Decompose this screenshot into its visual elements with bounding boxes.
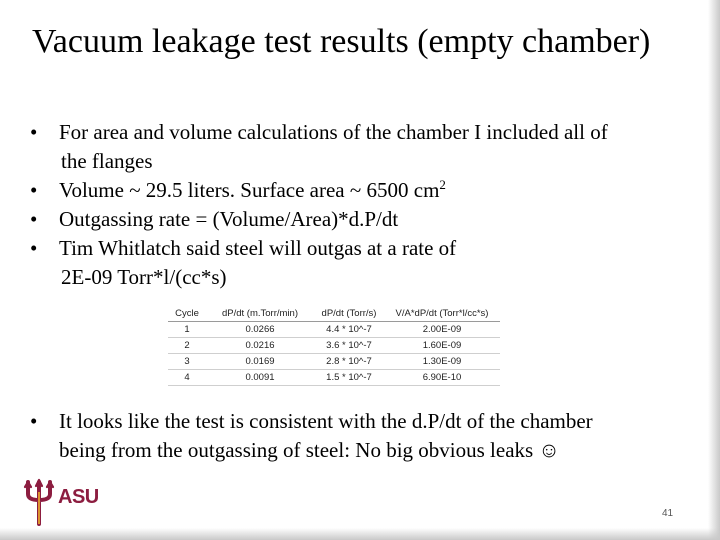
table-row (168, 338, 500, 354)
conclusion-list (30, 407, 700, 465)
table-cell: 1.5 * 10^-7 (314, 370, 384, 386)
table-cell: 1.60E-09 (384, 338, 500, 354)
bullet-text: Volume ~ 29.5 liters. Surface area ~ 6500 cm (59, 178, 440, 202)
table-row (168, 370, 500, 386)
table-cell: 0.0169 (206, 354, 314, 370)
table-cell: 1 (168, 322, 206, 338)
bullet-item-whitlatch (30, 234, 700, 263)
table-cell: 1.30E-09 (384, 354, 500, 370)
table-cell: 2.00E-09 (384, 322, 500, 338)
table-cell: 0.0216 (206, 338, 314, 354)
bullet-item-conclusion (30, 407, 700, 465)
bullet-text: For area and volume calculations of the chamber I included all of (59, 120, 608, 144)
table-cell: 0.0266 (206, 322, 314, 338)
pitchfork-icon (22, 478, 56, 526)
table-header-row (168, 306, 500, 322)
table-row (168, 354, 500, 370)
table-cell: 3 (168, 354, 206, 370)
bullet-text: Tim Whitlatch said steel will outgas at a rate of (59, 236, 457, 260)
table-cell: 4.4 * 10^-7 (314, 322, 384, 338)
bullet-item-volume (30, 176, 700, 205)
bullet-text: It looks like the test is consistent with the d.P/dt of the chamber (59, 409, 593, 433)
column-header: Cycle (168, 306, 206, 322)
table-cell: 6.90E-10 (384, 370, 500, 386)
bullet-item-whitlatch-continuation (30, 263, 700, 292)
slide-edge-shadow-right (708, 0, 720, 540)
column-header: dP/dt (m.Torr/min) (206, 306, 314, 322)
table-cell: 2.8 * 10^-7 (314, 354, 384, 370)
table-cell: 4 (168, 370, 206, 386)
slide-title: Vacuum leakage test results (empty chamber) (32, 23, 651, 60)
column-header: V/A*dP/dt (Torr*l/cc*s) (384, 306, 500, 322)
column-header: dP/dt (Torr/s) (314, 306, 384, 322)
bullet-item-outgassing-rate (30, 205, 700, 234)
bullet-item-flanges-continuation (30, 147, 700, 176)
table-cell: 2 (168, 338, 206, 354)
bullet-text: the flanges (61, 149, 153, 173)
asu-logo (22, 478, 99, 526)
outgassing-table (168, 306, 500, 386)
superscript-2: 2 (439, 177, 446, 192)
bullet-list (30, 118, 700, 292)
table-row (168, 322, 500, 338)
logo-wordmark: ASU (58, 486, 99, 508)
bullet-text: Outgassing rate = (Volume/Area)*d.P/dt (59, 207, 399, 231)
bullet-text: 2E-09 Torr*l/(cc*s) (61, 265, 227, 289)
bullet-text: being from the outgassing of steel: No big obvious leaks ☺ (59, 438, 560, 462)
table-cell: 3.6 * 10^-7 (314, 338, 384, 354)
slide-edge-shadow-bottom (0, 528, 720, 540)
table-cell: 0.0091 (206, 370, 314, 386)
bullet-item-flanges (30, 118, 700, 147)
page-number: 41 (662, 508, 674, 519)
